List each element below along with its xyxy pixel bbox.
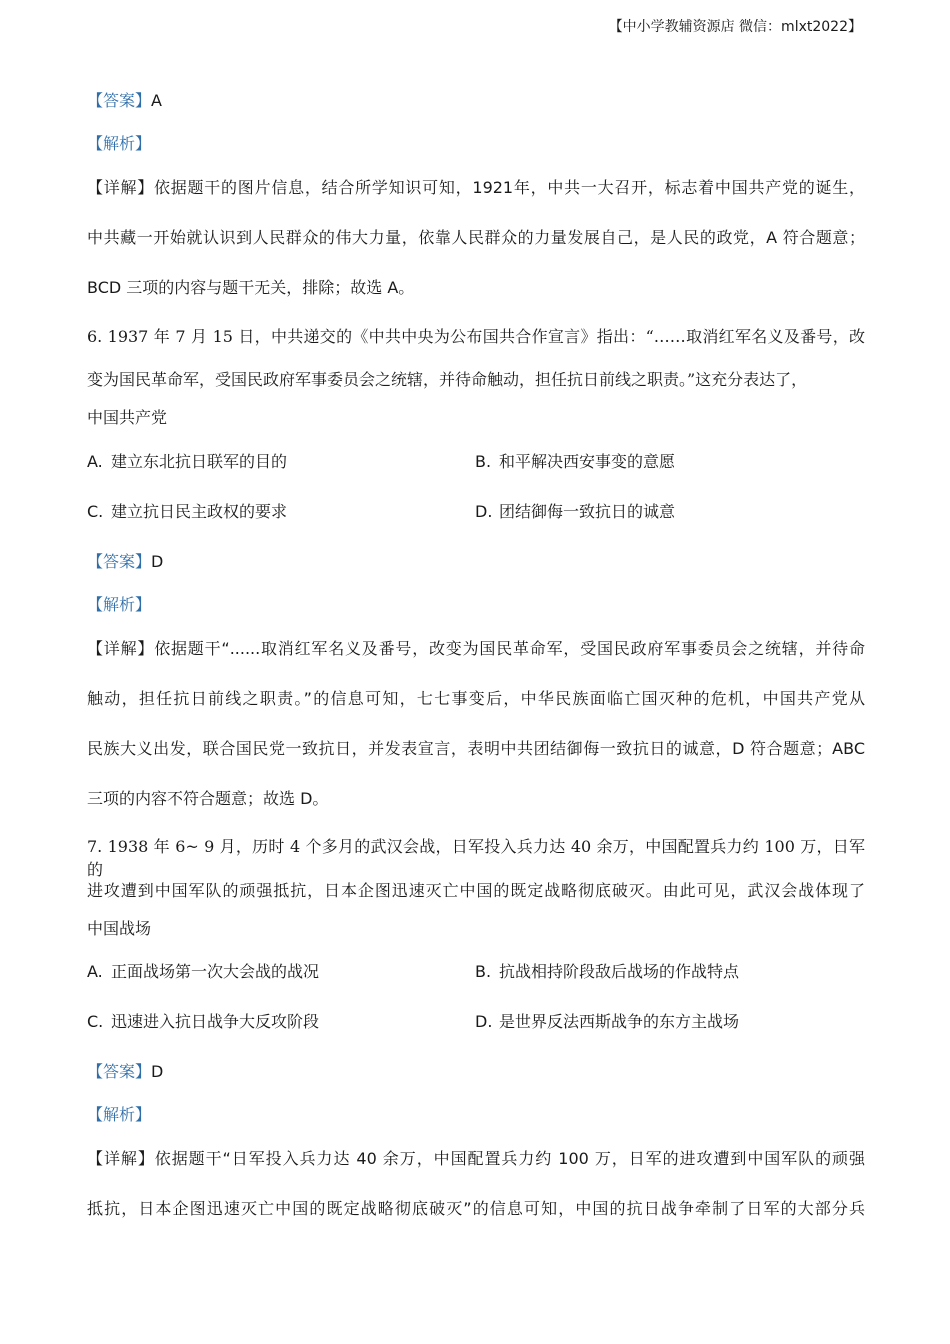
q7-stem-line-2: 进攻遭到中国军队的顽强抵抗，日本企图迅速灭亡中国的既定战略彻底破灭。由此可见，武汉会战体现了 — [87, 881, 865, 900]
option-text: 正面战场第一次大会战的战况 — [111, 962, 320, 981]
analysis-label: 【解析】 — [87, 595, 152, 614]
answer-label: 【答案】 — [87, 552, 152, 571]
option-letter: A. — [87, 452, 103, 471]
q7-option-c — [87, 1009, 475, 1032]
q7-answer-value: D — [151, 1062, 164, 1081]
option-text: 建立抗日民主政权的要求 — [111, 502, 288, 521]
q6-detail-line-4: 三项的内容不符合题意；故选 D。 — [87, 789, 329, 808]
analysis-label: 【解析】 — [87, 1105, 152, 1124]
option-letter: C. — [87, 502, 104, 521]
q6-stem-line-1: 6. 1937 年 7 月 15 日，中共递交的《中共中央为公布国共合作宣言》指出：“……取消红军名义及番号，改 — [87, 327, 865, 346]
q6-detail-line-1 — [87, 636, 865, 659]
q7-analysis-line — [87, 1102, 151, 1125]
option-letter: A. — [87, 962, 103, 981]
q6-stem-line-3: 中国共产党 — [87, 408, 168, 427]
q5-detail-line-3: BCD 三项的内容与题干无关，排除；故选 A。 — [87, 278, 415, 297]
option-letter: D. — [475, 1012, 493, 1031]
q6-detail-text-1: 依据题干“......取消红军名义及番号，改变为国民革命军，受国民政府军事委员会之统辖，并待命 — [154, 639, 865, 658]
q6-detail-line-3: 民族大义出发，联合国民党一致抗日，并发表宣言，表明中共团结御侮一致抗日的诚意，D 符合题意；ABC — [87, 739, 865, 758]
detail-label: 【详解】 — [87, 639, 155, 658]
option-text: 建立东北抗日联军的目的 — [111, 452, 288, 471]
q5-answer-line — [87, 88, 162, 111]
q5-detail-line-1 — [87, 175, 865, 198]
q6-answer-line — [87, 549, 163, 572]
q7-stem-line-1: 7. 1938 年 6~ 9 月，历时 4 个多月的武汉会战，日军投入兵力达 40 余万，中国配置兵力约 100 万，日军的 — [87, 837, 865, 879]
q7-options-row-1 — [87, 959, 863, 982]
q5-detail-line-2: 中共藏一开始就认识到人民群众的伟大力量，依靠人民群众的力量发展自己，是人民的政党，A 符合题意； — [87, 228, 865, 247]
q6-option-c — [87, 499, 475, 522]
q6-options-row-2 — [87, 499, 863, 522]
q7-detail-text-1: 依据题干“日军投入兵力达 40 余万，中国配置兵力约 100 万，日军的进攻遭到中国军队的顽强 — [154, 1149, 865, 1168]
q7-answer-line — [87, 1059, 163, 1082]
detail-label: 【详解】 — [87, 1149, 155, 1168]
analysis-label: 【解析】 — [87, 134, 152, 153]
option-letter: B. — [475, 452, 492, 471]
q5-answer-value: A — [151, 91, 162, 110]
option-text: 团结御侮一致抗日的诚意 — [499, 502, 676, 521]
q7-option-d — [475, 1009, 863, 1032]
q7-stem-line-3: 中国战场 — [87, 919, 152, 938]
option-letter: B. — [475, 962, 492, 981]
q6-answer-value: D — [151, 552, 164, 571]
q6-option-a — [87, 449, 475, 472]
q7-detail-line-1 — [87, 1146, 865, 1169]
option-text: 和平解决西安事变的意愿 — [499, 452, 676, 471]
q6-option-b — [475, 449, 863, 472]
answer-label: 【答案】 — [87, 91, 152, 110]
option-letter: D. — [475, 502, 493, 521]
q6-stem-line-2: 变为国民革命军，受国民政府军事委员会之统辖，并待命触动，担任抗日前线之职责。”这充分表达了， — [87, 370, 808, 389]
q6-option-d — [475, 499, 863, 522]
q7-detail-line-2: 抵抗，日本企图迅速灭亡中国的既定战略彻底破灭”的信息可知，中国的抗日战争牵制了日军的大部分兵 — [87, 1199, 865, 1218]
header-note: 【中小学教辅资源店 微信：mlxt2022】 — [608, 19, 862, 35]
option-text: 是世界反法西斯战争的东方主战场 — [499, 1012, 740, 1031]
answer-label: 【答案】 — [87, 1062, 152, 1081]
q6-options-row-1 — [87, 449, 863, 472]
q7-options-row-2 — [87, 1009, 863, 1032]
q6-detail-line-2: 触动，担任抗日前线之职责。”的信息可知，七七事变后，中华民族面临亡国灭种的危机，中国共产党从 — [87, 689, 865, 708]
option-text: 迅速进入抗日战争大反攻阶段 — [111, 1012, 320, 1031]
q6-analysis-line — [87, 592, 151, 615]
q5-detail-text-1: 依据题干的图片信息，结合所学知识可知，1921年，中共一大召开，标志着中国共产党的诞生， — [154, 178, 865, 197]
q5-analysis-line — [87, 131, 151, 154]
q7-option-b — [475, 959, 863, 982]
option-letter: C. — [87, 1012, 104, 1031]
option-text: 抗战相持阶段敌后战场的作战特点 — [499, 962, 740, 981]
q7-option-a — [87, 959, 475, 982]
detail-label: 【详解】 — [87, 178, 155, 197]
